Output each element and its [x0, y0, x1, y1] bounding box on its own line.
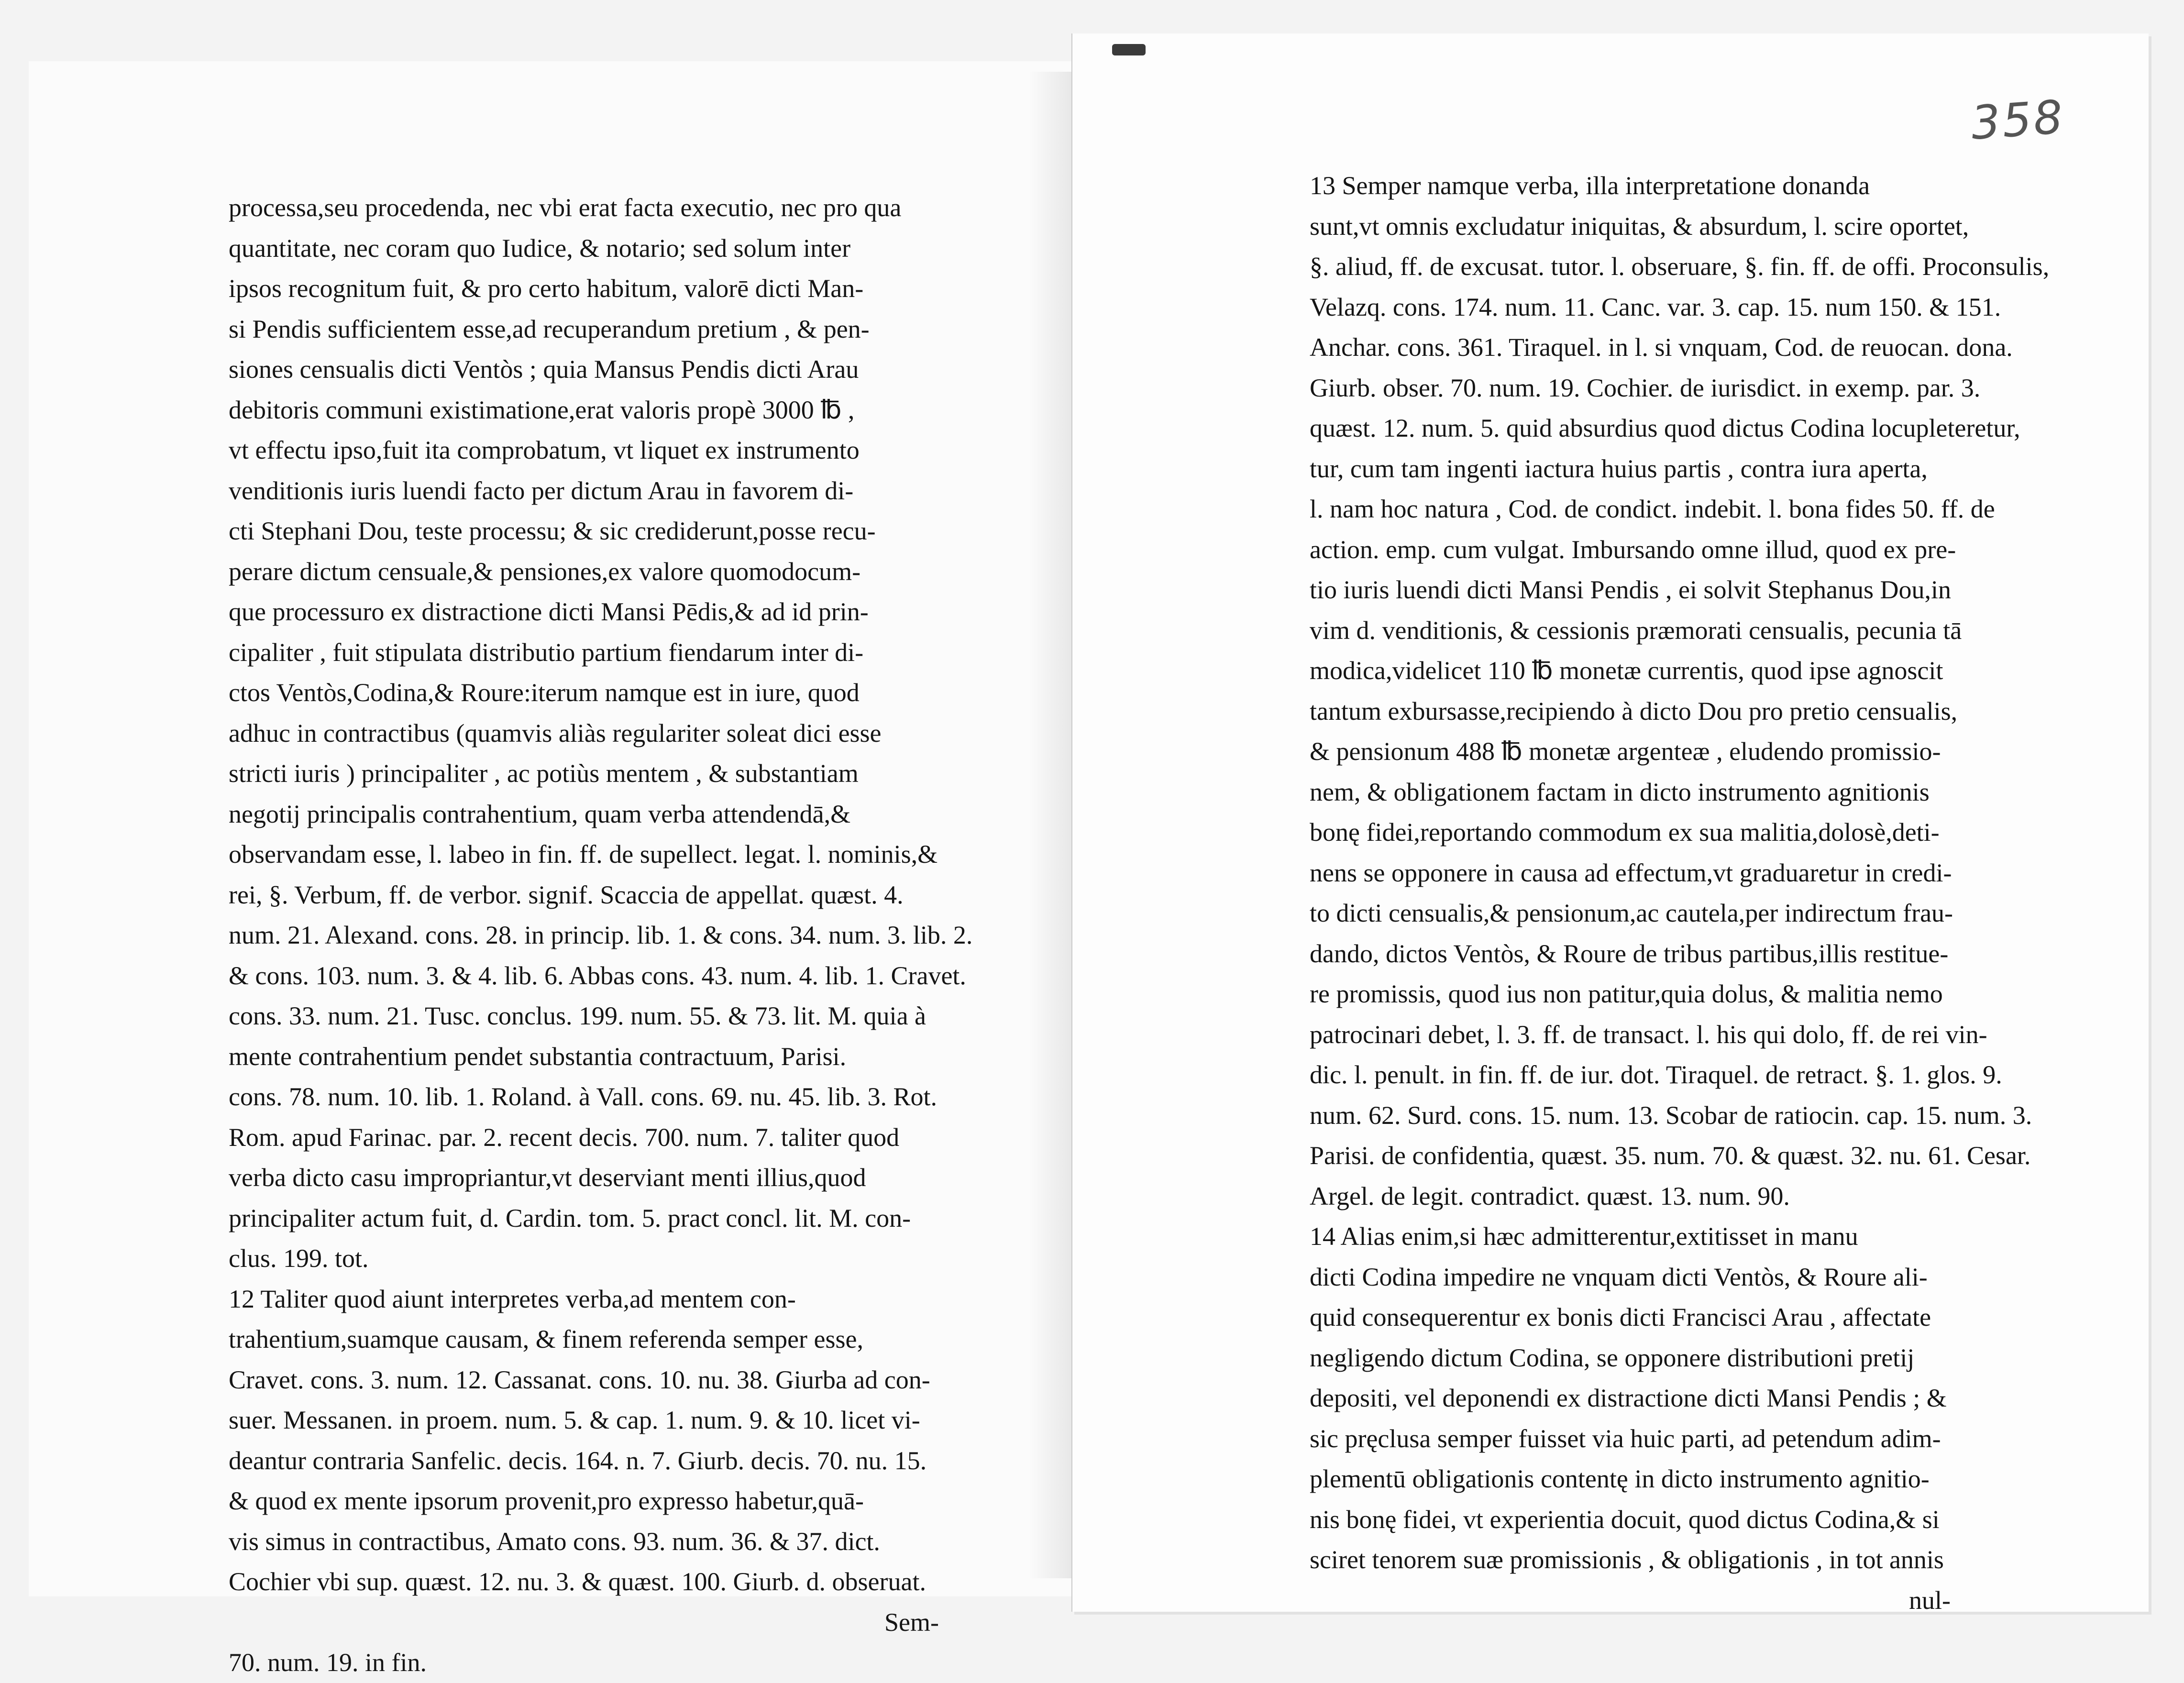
text-line: processa,seu procedenda, nec vbi erat facta executio, nec pro qua	[229, 193, 902, 222]
left-text-column	[229, 187, 973, 1683]
text-line: bonę fidei,reportando commodum ex sua malitia,dolosè,deti-	[1310, 818, 1940, 847]
text-line: trahentium,suamque causam, & finem referenda semper esse,	[229, 1325, 863, 1353]
text-line: cons. 33. num. 21. Tusc. conclus. 199. num. 55. & 73. lit. M. quia à	[229, 1001, 926, 1030]
text-line: l. nam hoc natura , Cod. de condict. indebit. l. bona fides 50. ff. de	[1310, 495, 1995, 523]
text-line: nis bonę fidei, vt experientia docuit, quod dictus Codina,& si	[1310, 1505, 1940, 1534]
text-line: Giurb. obser. 70. num. 19. Cochier. de iurisdict. in exemp. par. 3.	[1310, 373, 1981, 402]
text-line: clus. 199. tot.	[229, 1244, 369, 1273]
text-line: cons. 78. num. 10. lib. 1. Roland. à Vall. cons. 69. nu. 45. lib. 3. Rot.	[229, 1082, 937, 1111]
text-line: num. 21. Alexand. cons. 28. in princip. lib. 1. & cons. 34. num. 3. lib. 2.	[229, 921, 973, 949]
text-line: principaliter actum fuit, d. Cardin. tom. 5. pract concl. lit. M. con-	[229, 1203, 911, 1232]
text-line: depositi, vel deponendi ex distractione dicti Mansi Pendis ; &	[1310, 1384, 1947, 1412]
catchword: Sem-	[884, 1607, 939, 1637]
text-line: suer. Messanen. in proem. num. 5. & cap. 1. num. 9. & 10. licet vi-	[229, 1406, 920, 1434]
text-line: Cochier vbi sup. quæst. 12. nu. 3. & quæst. 100. Giurb. d. obseruat.	[229, 1567, 926, 1596]
text-line: 12 Taliter quod aiunt interpretes verba,ad mentem con-	[229, 1284, 796, 1313]
text-line: observandam esse, l. labeo in fin. ff. de supellect. legat. l. nominis,&	[229, 840, 938, 869]
text-line: patrocinari debet, l. 3. ff. de transact. l. his qui dolo, ff. de rei vin-	[1310, 1020, 1987, 1049]
text-line: dando, dictos Ventòs, & Roure de tribus partibus,illis restitue-	[1310, 939, 1949, 968]
text-line: dic. l. penult. in fin. ff. de iur. dot. Tiraquel. de retract. §. 1. glos. 9.	[1310, 1060, 2002, 1089]
text-line: deantur contraria Sanfelic. decis. 164. n. 7. Giurb. decis. 70. nu. 15.	[229, 1446, 927, 1475]
gutter	[1028, 72, 1071, 1578]
text-line: sunt,vt omnis excludatur iniquitas, & absurdum, l. scire oportet,	[1310, 211, 1969, 241]
text-line: dicti Codina impedire ne vnquam dicti Ventòs, & Roure ali-	[1310, 1262, 1928, 1291]
text-line: nem, & obligationem factam in dicto instrumento agnitionis	[1310, 777, 1930, 806]
text-line: num. 62. Surd. cons. 15. num. 13. Scobar de ratiocin. cap. 15. num. 3.	[1310, 1100, 2032, 1130]
text-line: quantitate, nec coram quo Iudice, & notario; sed solum inter	[229, 233, 851, 263]
text-line: rei, §. Verbum, ff. de verbor. signif. Scaccia de appellat. quæst. 4.	[229, 880, 904, 909]
text-line: quid consequerentur ex bonis dicti Francisci Arau , affectate	[1310, 1303, 1931, 1331]
text-line: stricti iuris ) principaliter , ac potiùs mentem , & substantiam	[229, 759, 859, 788]
text-line: quæst. 12. num. 5. quid absurdius quod dictus Codina locupleteretur,	[1310, 414, 2020, 442]
binding-clip	[1112, 44, 1146, 55]
text-line: ipsos recognitum fuit, & pro certo habitum, valorē dicti Man-	[229, 274, 864, 303]
text-line: 13 Semper namque verba, illa interpretatione donanda	[1310, 171, 1870, 200]
catchword: nul-	[1909, 1585, 1951, 1615]
text-line: Argel. de legit. contradict. quæst. 13. num. 90.	[1310, 1181, 1790, 1210]
text-line: cti Stephani Dou, teste processu; & sic crediderunt,posse recu-	[229, 517, 876, 545]
text-line: & quod ex mente ipsorum provenit,pro expresso habetur,quā-	[229, 1486, 864, 1515]
text-line: Cravet. cons. 3. num. 12. Cassanat. cons. 10. nu. 38. Giurba ad con-	[229, 1365, 930, 1394]
text-line: & pensionum 488 ℔ monetæ argenteæ , eludendo promissio-	[1310, 737, 1941, 766]
text-line: vim d. venditionis, & cessionis præmorati censualis, pecunia tā	[1310, 616, 1962, 645]
text-line: plementū obligationis contentę in dicto instrumento agnitio-	[1310, 1464, 1930, 1493]
text-line: negotij principalis contrahentium, quam verba attendendā,&	[229, 799, 851, 828]
text-line: to dicti censualis,& pensionum,ac cautela,per indirectum frau-	[1310, 899, 1953, 927]
text-line: modica,videlicet 110 ℔ monetæ currentis, quod ipse agnoscit	[1310, 656, 1943, 685]
text-line: tur, cum tam ingenti iactura huius partis , contra iura aperta,	[1310, 454, 1928, 483]
text-line: action. emp. cum vulgat. Imbursando omne illud, quod ex pre-	[1310, 535, 1956, 564]
text-line: tantum exbursasse,recipiendo à dicto Dou pro pretio censualis,	[1310, 696, 1958, 726]
text-line: nens se opponere in causa ad effectum,vt graduaretur in credi-	[1310, 858, 1952, 887]
text-line: debitoris communi existimatione,erat valoris propè 3000 ℔ ,	[229, 395, 855, 424]
text-line: Parisi. de confidentia, quæst. 35. num. 70. & quæst. 32. nu. 61. Cesar.	[1310, 1141, 2031, 1170]
text-line: tio iuris luendi dicti Mansi Pendis , ei solvit Stephanus Dou,in	[1310, 575, 1951, 604]
text-line: §. aliud, ff. de excusat. tutor. l. obseruare, §. fin. ff. de offi. Proconsulis,	[1310, 252, 2050, 281]
folio-number: 358	[1969, 90, 2066, 150]
text-line-last: 70. num. 19. in fin.	[229, 1648, 427, 1677]
text-line: que processuro ex distractione dicti Mansi Pēdis,& ad id prin-	[229, 597, 869, 626]
text-line: siones censualis dicti Ventòs ; quia Mansus Pendis dicti Arau	[229, 355, 859, 384]
text-line: mente contrahentium pendet substantia contractuum, Parisi.	[229, 1042, 847, 1071]
text-line: adhuc in contractibus (quamvis aliàs regulariter soleat dici esse	[229, 718, 882, 748]
text-line: cipaliter , fuit stipulata distributio partium fiendarum inter di-	[229, 638, 864, 667]
text-line: vis simus in contractibus, Amato cons. 93. num. 36. & 37. dict.	[229, 1527, 880, 1556]
text-line: perare dictum censuale,& pensiones,ex valore quomodocum-	[229, 557, 861, 586]
text-line: Rom. apud Farinac. par. 2. recent decis. 700. num. 7. taliter quod	[229, 1122, 900, 1152]
text-line: venditionis iuris luendi facto per dictum Arau in favorem di-	[229, 476, 854, 505]
text-line: re promissis, quod ius non patitur,quia dolus, & malitia nemo	[1310, 979, 1943, 1008]
text-line: si Pendis sufficientem esse,ad recuperandum pretium , & pen-	[229, 314, 870, 343]
text-line: verba dicto casu impropriantur,vt deserviant menti illius,quod	[229, 1163, 866, 1192]
text-line: sciret tenorem suæ promissionis , & obligationis , in tot annis	[1310, 1545, 1944, 1574]
text-line: negligendo dictum Codina, se opponere distributioni pretij	[1310, 1343, 1915, 1372]
right-text-column	[1310, 165, 2050, 1620]
text-line: vt effectu ipso,fuit ita comprobatum, vt liquet ex instrumento	[229, 436, 860, 464]
text-line: Anchar. cons. 361. Tiraquel. in l. si vnquam, Cod. de reuocan. dona.	[1310, 333, 2013, 362]
text-line: sic pręclusa semper fuisset via huic parti, ad petendum adim-	[1310, 1424, 1941, 1453]
text-line: & cons. 103. num. 3. & 4. lib. 6. Abbas cons. 43. num. 4. lib. 1. Cravet.	[229, 961, 966, 990]
text-line: Velazq. cons. 174. num. 11. Canc. var. 3. cap. 15. num 150. & 151.	[1310, 292, 2001, 321]
text-line: 14 Alias enim,si hæc admitterentur,extitisset in manu	[1310, 1222, 1858, 1251]
text-line: ctos Ventòs,Codina,& Roure:iterum namque est in iure, quod	[229, 678, 860, 707]
